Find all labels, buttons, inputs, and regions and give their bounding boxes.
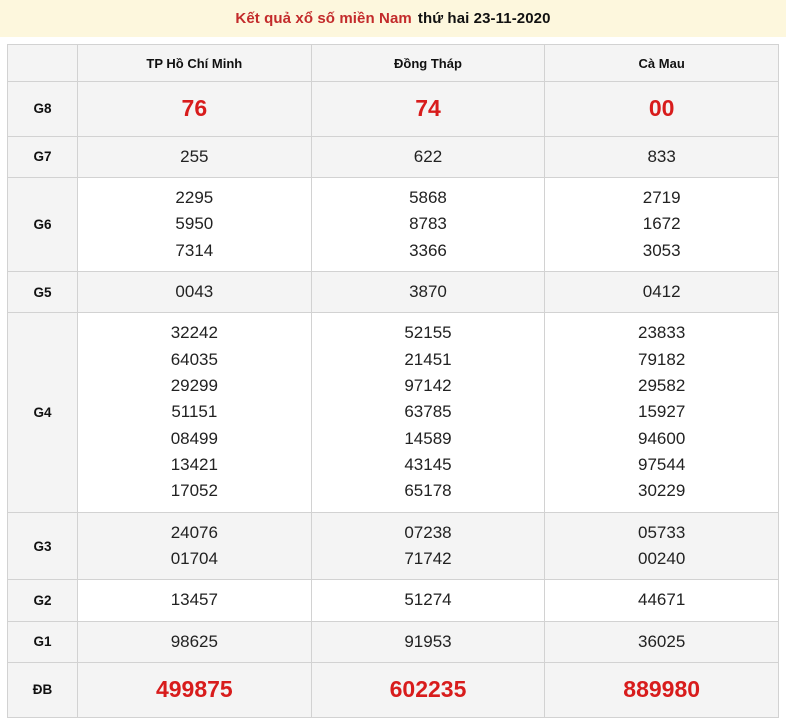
result-number: 3366 — [409, 240, 447, 260]
result-cell — [545, 580, 779, 621]
page-title: Kết quả xổ số miền Nam — [235, 10, 412, 27]
result-number: 71742 — [404, 549, 452, 569]
prize-label: G4 — [8, 313, 78, 512]
column-header-province-3: Cà Mau — [545, 45, 779, 82]
result-cell — [311, 177, 545, 271]
result-cell — [311, 621, 545, 662]
result-cell — [78, 512, 312, 580]
result-number: 622 — [413, 146, 443, 166]
result-number: 21451 — [404, 349, 452, 369]
result-number: 08499 — [170, 428, 218, 448]
result-cell — [78, 272, 312, 313]
result-number: 17052 — [170, 481, 218, 501]
result-number: 7314 — [175, 240, 214, 260]
result-cell — [311, 663, 545, 718]
result-cell — [311, 512, 545, 580]
result-number: 24076 — [170, 522, 218, 542]
results-table-head — [8, 45, 779, 82]
page-title-date: thứ hai 23-11-2020 — [417, 10, 551, 27]
result-cell — [78, 663, 312, 718]
table-row — [8, 621, 779, 662]
result-number: 94600 — [638, 428, 686, 448]
table-header-row — [8, 45, 779, 82]
result-number: 833 — [647, 146, 676, 166]
result-number: 5950 — [175, 214, 214, 234]
result-cell — [545, 663, 779, 718]
result-number: 29582 — [638, 376, 686, 396]
result-cell — [78, 621, 312, 662]
prize-label: ĐB — [8, 663, 78, 718]
prize-label: G6 — [8, 177, 78, 271]
result-number: 29299 — [170, 376, 218, 396]
result-number: 52155 — [404, 323, 452, 343]
result-cell — [545, 82, 779, 137]
result-number: 0043 — [175, 282, 214, 302]
table-row — [8, 663, 779, 718]
table-row — [8, 580, 779, 621]
page-title-bar — [0, 0, 786, 37]
table-row — [8, 313, 779, 512]
result-cell — [545, 621, 779, 662]
result-number: 76 — [181, 95, 208, 121]
result-number: 30229 — [638, 481, 686, 501]
column-header-province-1: TP Hồ Chí Minh — [78, 45, 312, 82]
result-number: 01704 — [170, 549, 218, 569]
result-number: 13421 — [170, 455, 218, 475]
prize-label: G5 — [8, 272, 78, 313]
result-number: 79182 — [638, 349, 686, 369]
result-number: 97142 — [404, 376, 452, 396]
result-number: 3870 — [409, 282, 447, 302]
results-table-body — [8, 82, 779, 718]
result-number: 51151 — [171, 402, 218, 422]
result-number: 98625 — [170, 631, 218, 651]
result-number: 97544 — [638, 455, 686, 475]
result-cell — [311, 313, 545, 512]
result-cell — [311, 82, 545, 137]
result-cell — [545, 136, 779, 177]
result-number: 1672 — [642, 214, 681, 234]
result-number: 499875 — [155, 676, 233, 703]
prize-label: G8 — [8, 82, 78, 137]
result-number: 13457 — [170, 590, 218, 610]
result-number: 43145 — [404, 455, 452, 475]
prize-label: G7 — [8, 136, 78, 177]
result-number: 74 — [415, 95, 441, 121]
column-header-province-2: Đồng Tháp — [311, 45, 545, 82]
result-number: 602235 — [389, 676, 467, 703]
result-cell — [78, 82, 312, 137]
result-cell — [545, 512, 779, 580]
result-cell — [78, 313, 312, 512]
table-row — [8, 136, 779, 177]
result-number: 44671 — [638, 590, 686, 610]
result-number: 64035 — [170, 349, 218, 369]
prize-label: G2 — [8, 580, 78, 621]
result-number: 14589 — [404, 428, 452, 448]
result-cell — [545, 177, 779, 271]
result-number: 36025 — [638, 631, 686, 651]
result-number: 00240 — [638, 549, 686, 569]
table-row — [8, 512, 779, 580]
result-cell — [78, 580, 312, 621]
result-number: 51274 — [404, 590, 452, 610]
result-number: 32242 — [170, 323, 218, 343]
column-header-prize — [8, 45, 78, 82]
result-cell — [78, 177, 312, 271]
table-row — [8, 82, 779, 137]
prize-label: G3 — [8, 512, 78, 580]
result-number: 15927 — [638, 402, 686, 422]
result-cell — [311, 136, 545, 177]
result-number: 8783 — [409, 214, 447, 234]
result-number: 05733 — [638, 522, 686, 542]
result-number: 0412 — [642, 282, 681, 302]
result-number: 07238 — [404, 522, 452, 542]
result-cell — [545, 313, 779, 512]
prize-label: G1 — [8, 621, 78, 662]
result-number: 63785 — [404, 402, 452, 422]
result-number: 889980 — [623, 676, 701, 703]
table-row — [8, 177, 779, 271]
result-number: 00 — [648, 95, 675, 121]
result-number: 23833 — [638, 323, 686, 343]
result-cell — [311, 580, 545, 621]
result-cell — [78, 136, 312, 177]
result-number: 91953 — [404, 631, 452, 651]
result-number: 2719 — [642, 187, 681, 207]
result-cell — [311, 272, 545, 313]
result-cell — [545, 272, 779, 313]
result-number: 5868 — [409, 187, 447, 207]
result-number: 2295 — [175, 187, 214, 207]
result-number: 255 — [180, 146, 209, 166]
table-row — [8, 272, 779, 313]
result-number: 3053 — [642, 240, 681, 260]
results-table — [7, 44, 779, 718]
result-number: 65178 — [404, 481, 452, 501]
